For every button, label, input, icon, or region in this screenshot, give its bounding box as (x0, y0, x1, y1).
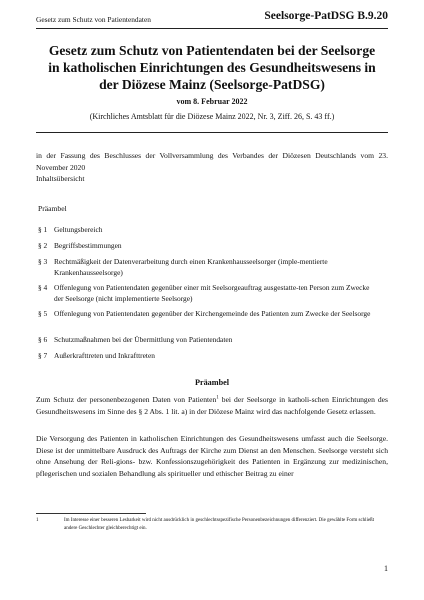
preamble-p1-start: Zum Schutz der personenbezogenen Daten von Patienten (36, 395, 217, 404)
title-rule (36, 132, 388, 133)
toc-heading: Inhaltsübersicht (36, 174, 85, 183)
title-line-1: Gesetz zum Schutz von Patientendaten bei der Seelsorge (48, 43, 376, 58)
document-code: Seelsorge-PatDSG B.9.20 (264, 10, 388, 22)
toc-item-text: Außerkrafttreten und Inkrafttreten (54, 351, 155, 360)
toc-item-number: § 1 (38, 225, 48, 234)
title-line-2: in katholischen Einrichtungen des Gesundheitswesens in (48, 60, 376, 75)
toc-item-number: § 3 (38, 257, 48, 266)
document-title (36, 42, 388, 93)
toc-item-text: Geltungsbereich (54, 225, 103, 234)
publication-source: (Kirchliches Amtsblatt für die Diözese Mainz 2022, Nr. 3, Ziff. 26, S. 43 ff.) (89, 112, 335, 121)
header-rule (36, 28, 388, 29)
toc-item-text: Rechtmäßigkeit der Datenverarbeitung durch einen Krankenhausseelsorger (imple-mentierte Krankenhausseelsorge) (54, 257, 328, 277)
toc-item-text: Begriffsbestimmungen (54, 241, 122, 250)
footnote-rule (36, 513, 146, 514)
toc-item-text: Offenlegung von Patientendaten gegenüber einer mit Seelsorgeauftrag ausgestatte-ten Person zum Zwecke der Seelsorge (nicht implementierte Seelsorge) (54, 283, 370, 303)
toc-item-text: Schutzmaßnahmen bei der Übermittlung von Patientendaten (54, 335, 233, 344)
preamble-p1-end: bei der Seelsorge in katholi-schen Einrichtungen des Gesundheitswesens im Sinne des § 2 Abs. 1 lit. a) in der Diözese Mainz wird das nachfolgende Gesetz erlassen. (36, 395, 388, 416)
preamble-paragraph-2: Die Versorgung des Patienten in katholischen Einrichtungen des Gesundheitswesens umfasst auch die Seelsorge. Diese ist der unmittelbare Ausdruck des Auftrags der Kirche zum Dienst an den Menschen. Seelsorge versteht sich ohne Ansehung der Reli-gions- bzw. Konfessionszugehörigkeit des Patienten in Ergänzung zur medizinischen, pflegerischen und sozialen Behandlung als spiritueller und ethischer Beitrag zu einer (36, 434, 388, 478)
toc-item-number: § 2 (38, 241, 48, 250)
footnote-text: Im Interesse einer besseren Lesbarkeit wird nicht ausdrücklich in geschlechtsspezifische Personenbezeichnungen differenziert. Die gewählte Form schließt andere Geschlechter gleichberechtigt ein. (64, 518, 375, 531)
toc-item-number: § 6 (38, 335, 48, 344)
document-date: vom 8. Februar 2022 (176, 97, 248, 106)
toc-item-number: § 4 (38, 283, 48, 292)
footnote-reference[interactable]: 1 (216, 395, 219, 401)
preamble-paragraph-1 (36, 394, 388, 417)
running-title: Gesetz zum Schutz von Patientendaten (36, 15, 151, 24)
page-number: 1 (384, 564, 388, 573)
version-note: in der Fassung des Beschlusses der Vollversammlung des Verbandes der Diözesen Deutschlands vom 23. November 2020 (36, 151, 388, 172)
preamble-heading: Präambel (194, 378, 230, 387)
toc-item-number: § 5 (38, 309, 48, 318)
toc-item-text: Offenlegung von Patientendaten gegenüber der Kirchengemeinde des Patienten zum Zwecke der Seelsorge (54, 309, 371, 318)
title-line-3: der Diözese Mainz (Seelsorge-PatDSG) (99, 77, 325, 92)
footnote-number: 1 (36, 518, 39, 523)
toc-preamble: Präambel (38, 204, 67, 213)
toc-item-number: § 7 (38, 351, 48, 360)
